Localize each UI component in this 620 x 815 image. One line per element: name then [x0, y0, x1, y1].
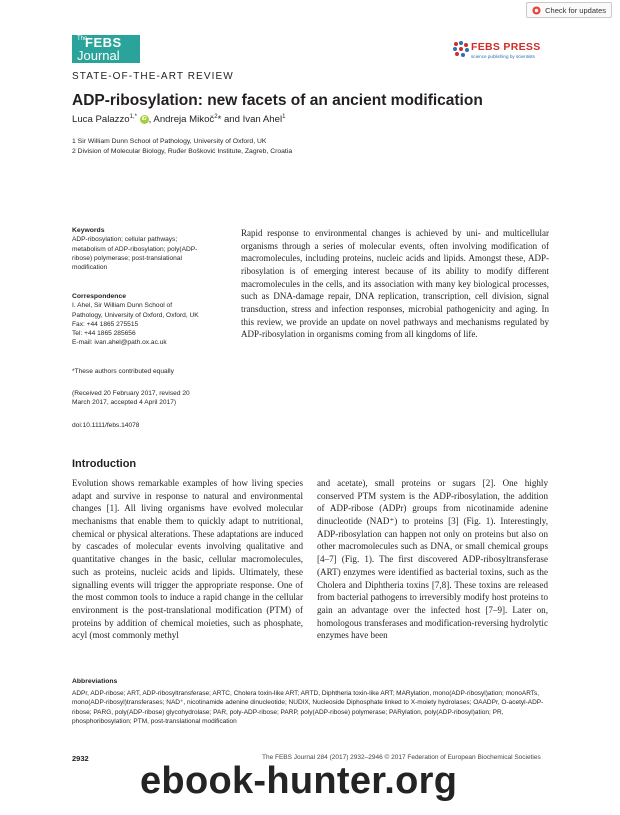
keywords-block [72, 226, 232, 272]
correspondence-line: I. Ahel, Sir William Dunn School of [72, 302, 173, 310]
correspondence-line: Pathology, University of Oxford, Oxford, UK [72, 311, 199, 319]
keywords-line: metabolism of ADP-ribosylation; poly(ADP- [72, 245, 198, 253]
received-line: March 2017, accepted 4 April 2017) [72, 399, 177, 407]
watermark-text: ebook-hunter.org [140, 760, 458, 802]
body-column-right: and acetate), small proteins or sugars [2]. One highly conserved PTM system is the ADP-ribosylation, the addition of ADP-ribose (ADPr) groups from nicotinamide adenine dinucleotide (NAD⁺) to proteins [3] (Fig. 1). Interestingly, ADP-ribosylation can happen not only on proteins but also on other macromolecules such as DNA, or small chemical groups [4–7] (Fig. 1). The first discovered ADP-ribosyltransferase (ART) enzymes were identified as bacterial toxins, such as the Cholera and Diphtheria toxins [7,8]. These toxins are released from bacterial pathogens to irreversibly modify host proteins to gain an advantage over the infected host [7–9]. Later on, homologous transferases and modification-reversing hydrolytic enzymes have been [317, 478, 548, 641]
correspondence-heading: Correspondence [72, 293, 127, 300]
check-for-updates-button[interactable] [526, 2, 612, 18]
abbreviations-text: ADPr, ADP-ribose; ART, ADP-ribosyltransferase; ARTC, Cholera toxin-like ART; ARTD, Diphtheria toxin-like ART; MARylation, mono(ADP-ribosyl)ation; monoARTs, mono(ADP-ribosyl)transferases; NAD⁺, nicotinamide adenine dinucleotide; NUDIX, Nucleoside Diphosphate linked to X-moiety hydrolases; OAADPr, O-acetyl-ADP-ribose; PARG, poly(ADP-ribose) glycohydrolase; PAR, poly-ADP-ribose; PARP, poly(ADP-ribose) polymerase; PARylation, poly(ADP-ribosyl)ation; PR, phosphoribosylation; PTM, post-translational modification [72, 690, 544, 726]
equal-contribution-note: *These authors contributed equally [72, 368, 174, 375]
journal-logo-febs: FEBS [85, 35, 122, 50]
journal-logo-journal: Journal [77, 48, 120, 63]
correspondence-block [72, 292, 232, 348]
abstract-text: Rapid response to environmental changes is achieved by uni- and multicellular organisms through a series of molecular events, often involving modification of macromolecules, including proteins, nucleic acids and lipids. Amongst these, ADP-ribosylation is of emerging interest because of its ability to modify different macromolecules in the cells, and its association with many key biological processes, such as DNA-damage repair, DNA replication, transcription, cell division, signal transduction, stress and infection responses, microbial pathogenicity and aging. In this review, we provide an update on novel pathways and mechanisms regulated by ADP-ribosylation in organisms coming from all kingdoms of life. [241, 228, 549, 340]
article-title: ADP-ribosylation: new facets of an ancient modification [72, 92, 483, 109]
body-column-left: Evolution shows remarkable examples of how living species adapt and survive in response to natural and environmental changes [1]. All living organisms have evolved molecular mechanisms that enable them to quickly adapt to nutritional, chemical or physical alterations. These adaptations are induced by cascades of molecular events involving qualitative and quantitative changes in the basic, cellular macromolecules, such as proteins, nucleic acids and lipids. Ultimately, these signalling events will trigger the appropriate response. One of the most common tools to induce a rapid change in the cellular environment is the post-translational modification (PTM) of proteins by addition of chemical moieties, such as phosphate, acyl (most commonly methyl [72, 478, 303, 641]
update-badge-icon [532, 6, 541, 15]
affiliation-2: 2 Division of Molecular Biology, Ruđer Bošković Institute, Zagreb, Croatia [72, 148, 293, 155]
correspondence-line: Tel: +44 1865 285656 [72, 330, 136, 338]
correspondence-email[interactable]: E-mail: ivan.ahel@path.ox.ac.uk [72, 339, 167, 347]
keywords-heading: Keywords [72, 227, 105, 234]
correspondence-line: Fax: +44 1865 275515 [72, 320, 139, 328]
author-1-sup: 1,* [129, 114, 137, 120]
author-3[interactable]: * and Ivan Ahel [217, 114, 283, 126]
keywords-line: modification [72, 264, 108, 272]
received-line: (Received 20 February 2017, revised 20 [72, 390, 190, 397]
introduction-heading: Introduction [72, 458, 137, 470]
febs-press-tagline: science publishing by scientists [471, 54, 535, 59]
febs-press-name: FEBS PRESS [471, 41, 541, 53]
abbreviations-heading: Abbreviations [72, 678, 118, 685]
keywords-line: ADP-ribosylation; cellular pathways; [72, 236, 178, 244]
article-type-label: STATE-OF-THE-ART REVIEW [72, 71, 234, 82]
author-1[interactable]: Luca Palazzo [72, 114, 130, 126]
keywords-line: ribose) polymerase; post-translational [72, 254, 182, 262]
footer-citation: The FEBS Journal 284 (2017) 2932–2946 © 2017 Federation of European Biochemical Societies [262, 754, 541, 761]
check-for-updates-label: Check for updates [545, 5, 606, 15]
doi-link[interactable]: doi:10.1111/febs.14078 [72, 422, 140, 429]
affiliation-1: 1 Sir William Dunn School of Pathology, University of Oxford, UK [72, 138, 267, 145]
page-number: 2932 [72, 754, 89, 763]
author-2[interactable]: , Andreja Mikoč [148, 114, 215, 126]
febs-press-logo-icon [452, 40, 470, 58]
author-list [72, 114, 285, 125]
orcid-icon[interactable]: iD [141, 116, 147, 123]
author-2-sup: 2 [214, 114, 218, 120]
author-3-sup: 1 [282, 114, 286, 120]
journal-logo-the: The [77, 36, 88, 42]
received-dates [72, 389, 232, 408]
